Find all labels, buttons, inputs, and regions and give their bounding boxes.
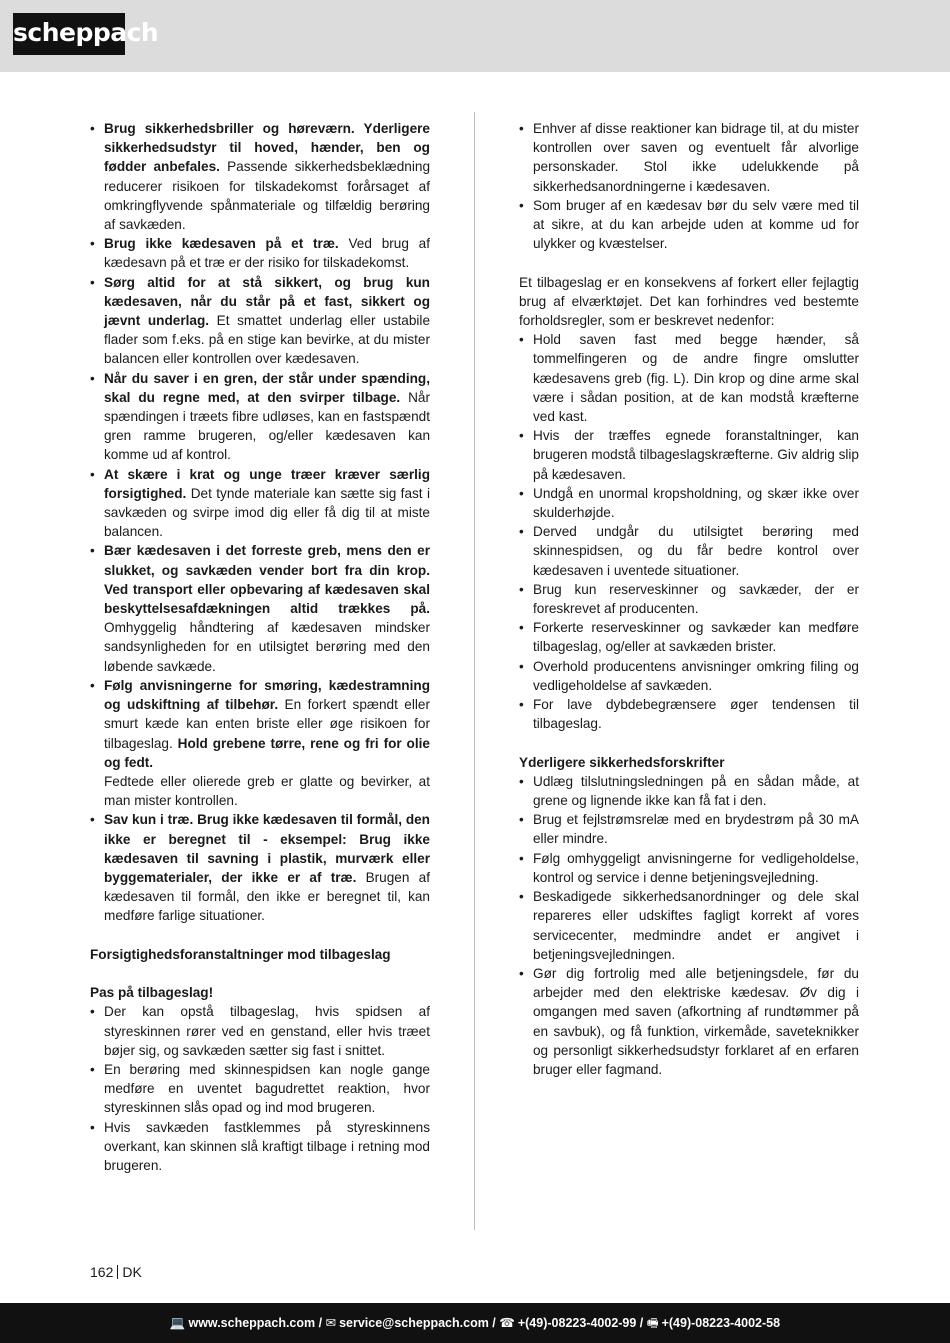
kickback-paragraph: Et tilbageslag er en konsekvens af forkert eller fejlagtig brug af elværktøjet. Det kan forhindres ved bestemte forholdsregler, som er beskrevet nedenfor: <box>519 274 859 329</box>
subheading-kickback-warning: Pas på tilbageslag! <box>90 985 214 1001</box>
list-item: • Som bruger af en kædesav bør du selv være med til at sikre, at du kan arbejde uden at komme ud for ulykker og kvæstelser. <box>519 196 859 254</box>
safety-list-1 <box>90 119 430 772</box>
precaution-list <box>519 330 859 733</box>
footer-email-link[interactable]: service@scheppach.com / <box>339 1316 496 1330</box>
section-heading-additional-safety: Yderligere sikkerhedsforskrifter <box>519 754 725 770</box>
list-item: • Følg omhyggeligt anvisningerne for vedligeholdelse, kontrol og service i denne betjeningsvejledning. <box>519 849 859 887</box>
phone-icon: ☎ <box>499 1316 515 1330</box>
list-item: • Sørg altid for at stå sikkert, og brug kun kædesaven, når du står på et fast, sikkert og jævnt underlag. Et smattet underlag eller ustabile flader som f.eks. på en stige kan bevirke, at du mister balancen eller kontrollen over kædesaven. <box>90 273 430 369</box>
list-item: • Beskadigede sikkerhedsanordninger og dele skal repareres eller udskiftes fagligt korrekt af vores servicecenter, medmindre andet er angivet i betjeningsvejledningen. <box>519 887 859 964</box>
footer-phone: +(49)-08223-4002-99 / <box>517 1316 644 1330</box>
brand-logo: scheppach <box>13 13 125 55</box>
list-item: • Bær kædesaven i det forreste greb, mens den er slukket, og savkæden vender bort fra din krop. Ved transport eller opbevaring af kædesaven skal beskyttelsesafdækningen altid trækkes på. Omhyggelig håndtering af kædesaven mindsker sandsynligheden for en utilsigtet berøring med den løbende savkæde. <box>90 541 430 675</box>
list-item: • Hvis der træffes egnede foranstaltninger, kan brugeren modstå tilbageslagskræfterne. Giv aldrig slip på kædesaven. <box>519 426 859 484</box>
right-column <box>519 119 859 1079</box>
list-item: • Gør dig fortrolig med alle betjeningsdele, før du arbejder med den elektriske kædesav. Øv dig i omgangen med saven (afkortning af rundtømmer på en savbuk), og få funktion, virkemåde, saveteknikker og personligt sikkerhedsudstyr forklaret af en erfaren bruger eller fagmand. <box>519 964 859 1079</box>
safety-list-2 <box>90 810 430 925</box>
continuation-text: Fedtede eller olierede greb er glatte og bevirker, at man mister kontrollen. <box>104 773 430 809</box>
reaction-list <box>519 119 859 253</box>
list-item: • Brug et fejlstrømsrelæ med en brydestrøm på 30 mA eller mindre. <box>519 810 859 848</box>
list-item: • Brug sikkerhedsbriller og høreværn. Yderligere sikkerhedsudstyr til hoved, hænder, ben og fødder anbefales. Passende sikkerhedsbeklædning reducerer risikoen for tilskadekomst forårsaget af omkringflyvende spånmateriale og tilfældig berøring af savkæden. <box>90 119 430 234</box>
footer-fax: +(49)-08223-4002-58 <box>661 1316 781 1330</box>
list-item: • Forkerte reserveskinner og savkæder kan medføre tilbageslag, og/eller at savkæden brister. <box>519 618 859 656</box>
mail-icon: ✉ <box>325 1316 337 1330</box>
list-item: • Undgå en unormal kropsholdning, og skær ikke over skulderhøjde. <box>519 484 859 522</box>
list-item: • Overhold producentens anvisninger omkring filing og vedligeholdelse af savkæden. <box>519 657 859 695</box>
kickback-list <box>90 1002 430 1175</box>
list-item: • Brug ikke kædesaven på et træ. Ved brug af kædesavn på et træ er der risiko for tilskadekomst. <box>90 234 430 272</box>
language-code: DK <box>122 1264 142 1280</box>
fax-icon: 🖷 <box>646 1316 659 1330</box>
list-item: • For lave dybdebegrænsere øger tendensen til tilbageslag. <box>519 695 859 733</box>
list-item: • Brug kun reserveskinner og savkæder, der er foreskrevet af producenten. <box>519 580 859 618</box>
list-item: • Der kan opstå tilbageslag, hvis spidsen af styreskinnen rører ved en genstand, eller hvis træet bøjer sig, og savkæden sætter sig fast i snittet. <box>90 1002 430 1060</box>
list-item: • Når du saver i en gren, der står under spænding, skal du regne med, at den svirper tilbage. Når spændingen i træets fibre udløses, kan en fastspændt gren ramme brugeren, og/eller kædesaven kan komme ud af kontrol. <box>90 369 430 465</box>
page-number-separator <box>117 1265 118 1279</box>
computer-icon: 💻 <box>169 1316 186 1330</box>
section-heading-kickback: Forsigtighedsforanstaltninger mod tilbageslag <box>90 946 391 962</box>
left-column <box>90 119 430 1175</box>
list-item: • At skære i krat og unge træer kræver særlig forsigtighed. Det tynde materiale kan sætte sig fast i savkæden og svirpe imod dig eller få dig til at miste balancen. <box>90 465 430 542</box>
page-number <box>90 1264 142 1280</box>
list-item: • Enhver af disse reaktioner kan bidrage til, at du mister kontrollen over saven og eventuelt får alvorlige personskader. Stol ikke udelukkende på sikkerhedsanordningerne i kædesaven. <box>519 119 859 196</box>
list-item: • Udlæg tilslutningsledningen på en sådan måde, at grene og lignende ikke kan få fat i den. <box>519 772 859 810</box>
list-item: • Hold saven fast med begge hænder, så tommelfingeren og de andre fingre omslutter kædesavens greb (fig. L). Din krop og dine arme skal være i sådan position, at de kan modstå kræfterne ved kast. <box>519 330 859 426</box>
list-item: • En berøring med skinnespidsen kan nogle gange medføre en uventet bagudrettet reaktion, hvor styreskinnen slås opad og ind mod brugeren. <box>90 1060 430 1118</box>
list-item: • Hvis savkæden fastklemmes på styreskinnens overkant, kan skinnen slå kraftigt tilbage i retning mod brugeren. <box>90 1118 430 1176</box>
list-item: • Følg anvisningerne for smøring, kædestramning og udskiftning af tilbehør. En forkert spændt eller smurt kæde kan enten briste eller øge risikoen for tilbageslag. Hold grebene tørre, rene og fri for olie og fedt. <box>90 676 430 772</box>
column-divider <box>474 112 475 1230</box>
page-header <box>0 0 950 72</box>
list-item: • Sav kun i træ. Brug ikke kædesaven til formål, den ikke er beregnet til - eksempel: Brug ikke kædesaven til savning i plastik, murværk eller byggematerialer, der ikke er af træ. Brugen af kædesaven til formål, den ikke er beregnet til, kan medføre farlige situationer. <box>90 810 430 925</box>
page-number-value: 162 <box>90 1264 114 1280</box>
footer-website-link[interactable]: www.scheppach.com / <box>188 1316 323 1330</box>
additional-safety-list <box>519 772 859 1079</box>
page-footer <box>0 1303 950 1343</box>
list-item: • Derved undgår du utilsigtet berøring med skinnespidsen, og du får bedre kontrol over kædesaven i uventede situationer. <box>519 522 859 580</box>
